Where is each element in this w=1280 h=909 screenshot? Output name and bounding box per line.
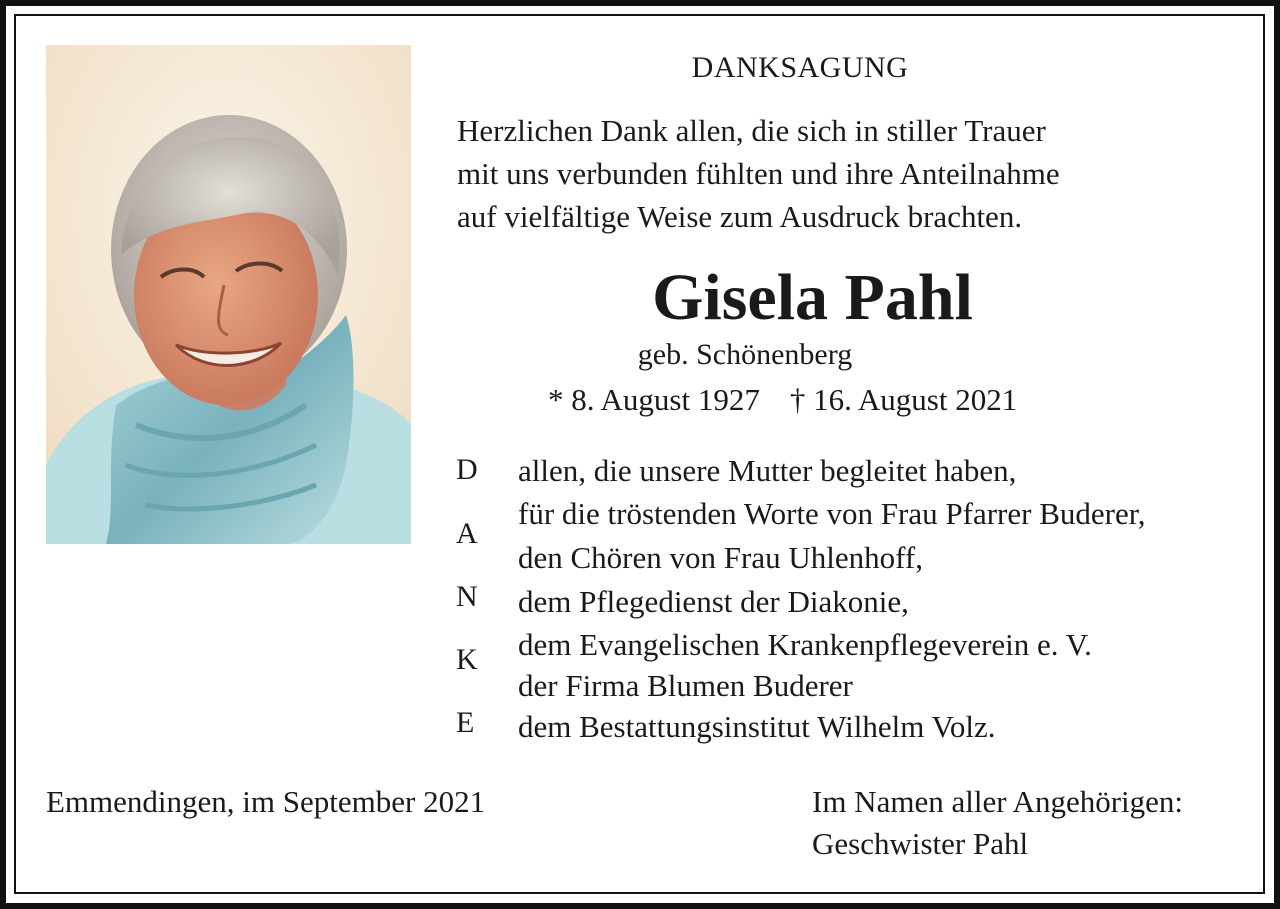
thanks-line: der Firma Blumen Buderer — [518, 668, 853, 703]
thanks-line: allen, die unsere Mutter begleitet haben, — [518, 453, 1017, 488]
thanks-line: für die tröstenden Worte von Frau Pfarrer Buderer, — [518, 496, 1146, 531]
intro-line-3: auf vielfältige Weise zum Ausdruck brachten. — [457, 199, 1023, 234]
thanks-line: dem Bestattungsinstitut Wilhelm Volz. — [518, 709, 996, 744]
birth-name: geb. Schönenberg — [637, 338, 853, 371]
acrostic-letter-e: E — [456, 706, 475, 739]
intro-line-1: Herzlichen Dank allen, die sich in stiller Trauer — [457, 113, 1046, 148]
portrait-photo — [46, 45, 411, 544]
intro-line-2: mit uns verbunden fühlten und ihre Anteilnahme — [457, 156, 1060, 191]
place-and-date: Emmendingen, im September 2021 — [46, 784, 486, 819]
deceased-name: Gisela Pahl — [652, 261, 973, 334]
portrait-photo-icon — [46, 45, 411, 544]
signature-intro: Im Namen aller Angehörigen: — [812, 784, 1184, 819]
acrostic-letter-k: K — [456, 643, 478, 676]
thanks-line: dem Evangelischen Krankenpflegeverein e. V. — [518, 627, 1092, 662]
birth-date: * 8. August 1927 — [548, 382, 760, 417]
thanks-line: dem Pflegedienst der Diakonie, — [518, 584, 909, 619]
thanks-line: den Chören von Frau Uhlenhoff, — [518, 540, 923, 575]
life-dates — [548, 384, 1017, 415]
acrostic-letter-n: N — [456, 580, 478, 613]
signature: Geschwister Pahl — [812, 826, 1029, 861]
acrostic-letter-d: D — [456, 453, 478, 486]
death-date: † 16. August 2021 — [789, 382, 1018, 417]
acrostic-letter-a: A — [456, 517, 478, 550]
notice-heading: DANKSAGUNG — [691, 51, 909, 84]
